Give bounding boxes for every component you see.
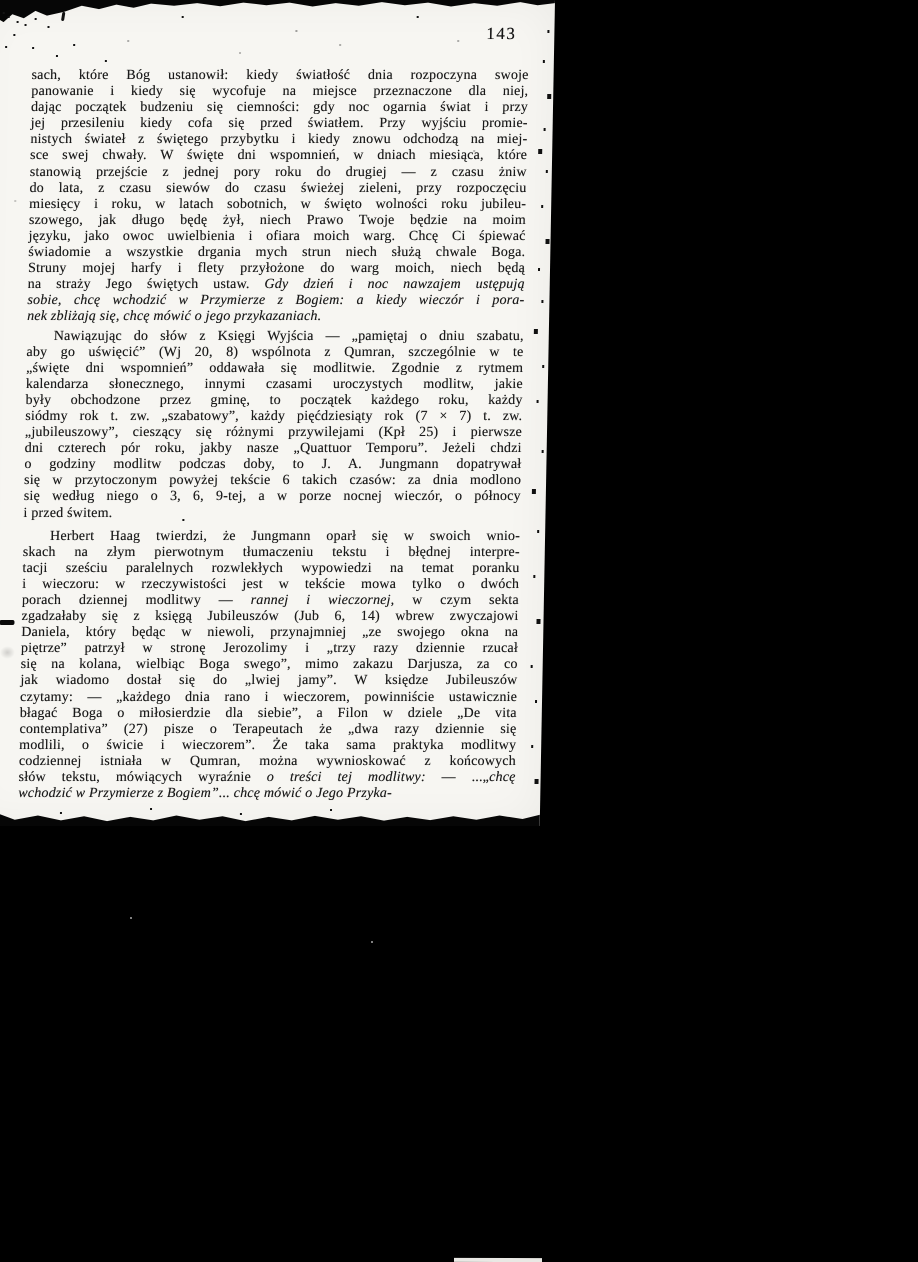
text-line: języku, jako owoc uwielbienia i ofiara moich warg. Chcę Ci śpiewać	[28, 228, 526, 244]
scan-speckle-white	[130, 917, 132, 919]
text-line: „święte dni wspomnień” oddawała się modlitwie. Zgodnie z rytmem	[26, 360, 524, 376]
text-line: Herbert Haag twierdzi, że Jungmann oparł się w swoich wnio-	[49, 528, 521, 544]
text-line: skach na złym pierwotnym tłumaczeniu tekstu i błędnej interpre-	[22, 544, 520, 560]
scan-ink-mark	[61, 12, 65, 21]
text-line: się na kolana, wielbiąc Boga swego”, mimo zakazu Darjusza, za co	[20, 657, 518, 673]
text-line: i wieczoru: w rzeczywistości jest w tekście mowa tylko o dwóch	[22, 576, 520, 592]
text-line: sce swej chwały. W święte dni wspomnień, w dniach miesiąca, które	[29, 148, 528, 164]
text-line: i przed świtem.	[23, 505, 113, 521]
text-line: się według niego o 3, 6, 9-tej, a w porze nocnej wieczór, o północy	[23, 489, 521, 505]
text-line: szowego, jak długo będę żył, niech Prawo Twoje będzie na moim	[28, 212, 527, 228]
text-line: modlili, o świcie i wieczorem”. Że taka sama praktyka modlitwy	[19, 737, 517, 753]
text-line: o godziny modlitw podczas doby, to J. A. Jungmann dopatrywał	[24, 457, 522, 473]
text-line: zgadzałaby się z księgą Jubileuszów (Jub 6, 14) wbrew zwyczajowi	[21, 609, 519, 625]
scan-artifact-bottom-edge	[0, 812, 540, 826]
scan-left-edge-dash	[0, 620, 15, 625]
text-line: aby go uświęcić” (Wj 20, 8) wspólnota z Qumran, szczególnie w te	[26, 344, 524, 360]
text-line: piętrze” patrzył w stronę Jerozolimy i „trzy razy dziennie rzucał	[20, 641, 519, 657]
text-line: „jubileuszowy”, cieszący się różnymi przywilejami (Kpł 25) i pierwsze	[24, 425, 523, 441]
text-line: nek zbliżają się, chcę mówić o jego przykazaniach.	[26, 309, 322, 325]
next-page-sliver	[454, 1258, 542, 1262]
text-line: contemplativa” (27) pisze o Terapeutach że „dwa razy dziennie się	[19, 721, 517, 737]
scan-speckle-white	[371, 941, 373, 943]
paragraph	[23, 329, 524, 522]
text-line: do lata, z czasu siewów do czasu świeżej zieleni, przy rozpoczęciu	[29, 180, 527, 196]
text-line: Nawiązując do słów z Księgi Wyjścia — „pamiętaj o dniu szabatu,	[53, 328, 524, 344]
text-line: Daniela, który będąc w niewoli, przynajmniej „ze swojego okna na	[21, 625, 519, 641]
text-line: dni czterech pór roku, jakby nasze „Quattuor Temporu”. Jeżeli chdzi	[24, 441, 522, 457]
text-line: sach, które Bóg ustanowił: kiedy światłość dnia rozpoczyna swoje	[31, 68, 529, 83]
text-line: siódmy rok t. zw. „szabatowy”, każdy pięćdziesiąty rok (7 × 7) t. zw.	[25, 408, 523, 424]
text-line: codziennej istniała w Qumran, można wywnioskować z końcowych	[18, 753, 517, 769]
text-line: czytamy: — „każdego dnia rano i wieczorem, powinniście ustawicznie	[19, 689, 518, 705]
text-line: sobie, chcę wchodzić w Przymierze z Bogiem: a kiedy wieczór i pora-	[27, 293, 525, 309]
text-line: wchodzić w Przymierze z Bogiem”... chcę mówić o Jego Przyka-	[18, 786, 393, 802]
text-line: jej przesileniu kiedy cofa się przed światłem. Przy wyjściu promie-	[30, 116, 528, 132]
text-line: nistych świateł z świętego przybytku i kiedy znowu odchodzą na miej-	[30, 132, 528, 148]
scanned-page	[0, 0, 555, 826]
text-line: miesięcy i roku, w latach sobotnich, w święto wolności roku jubileu-	[29, 196, 527, 212]
paragraph	[18, 529, 520, 803]
text-line: Struny mojej harfy i flety przyłożone do warg moich, niech będą	[27, 261, 526, 277]
text-line: na straży Jego świętych ustaw. Gdy dzień i noc nawzajem ustępują	[27, 277, 525, 293]
text-line: się w przytoczonym powyżej tekście 6 takich czasów: za dnia modlono	[23, 473, 522, 489]
text-line: błagać Boga o miłosierdzie dla siebie”, a Filon w dziele „De vita	[19, 705, 517, 721]
text-line: kalendarza słonecznego, innymi czasami uroczystych modlitw, jakie	[25, 376, 524, 392]
scan-left-edge-smudge	[0, 646, 15, 659]
text-line: świadomie a wszystkie drgania mych strun niech służą chwale Boga.	[28, 245, 526, 261]
text-line: panowanie i kiedy się wycofuje na miejsce przeznaczone dla niej,	[31, 84, 529, 100]
page-number: 143	[486, 24, 517, 43]
text-line: jak wiadomo dostał się do „lwiej jamy”. W księdze Jubileuszów	[20, 673, 518, 689]
text-line: porach dziennej modlitwy — rannej i wieczornej, w czym sekta	[21, 593, 520, 608]
text-line: słów tekstu, mówiących wyraźnie o treści tej modlitwy: — ...„chcę	[18, 770, 516, 786]
text-line: były obchodzone przez gminę, to początek każdego roku, każdy	[25, 392, 523, 408]
text-block	[18, 68, 529, 802]
paragraph	[27, 68, 529, 326]
text-line: stanowią przejście z jednej pory roku do drugiej — z czasu żniw	[29, 164, 527, 180]
text-line: tacji sześciu paralelnych rozwlekłych wypowiedzi na temat poranku	[22, 560, 520, 576]
scan-artifact-top-edge	[0, 0, 555, 26]
text-line: dając początek budzeniu się ciemności: gdy noc ogarnia świat i przy	[30, 100, 529, 116]
